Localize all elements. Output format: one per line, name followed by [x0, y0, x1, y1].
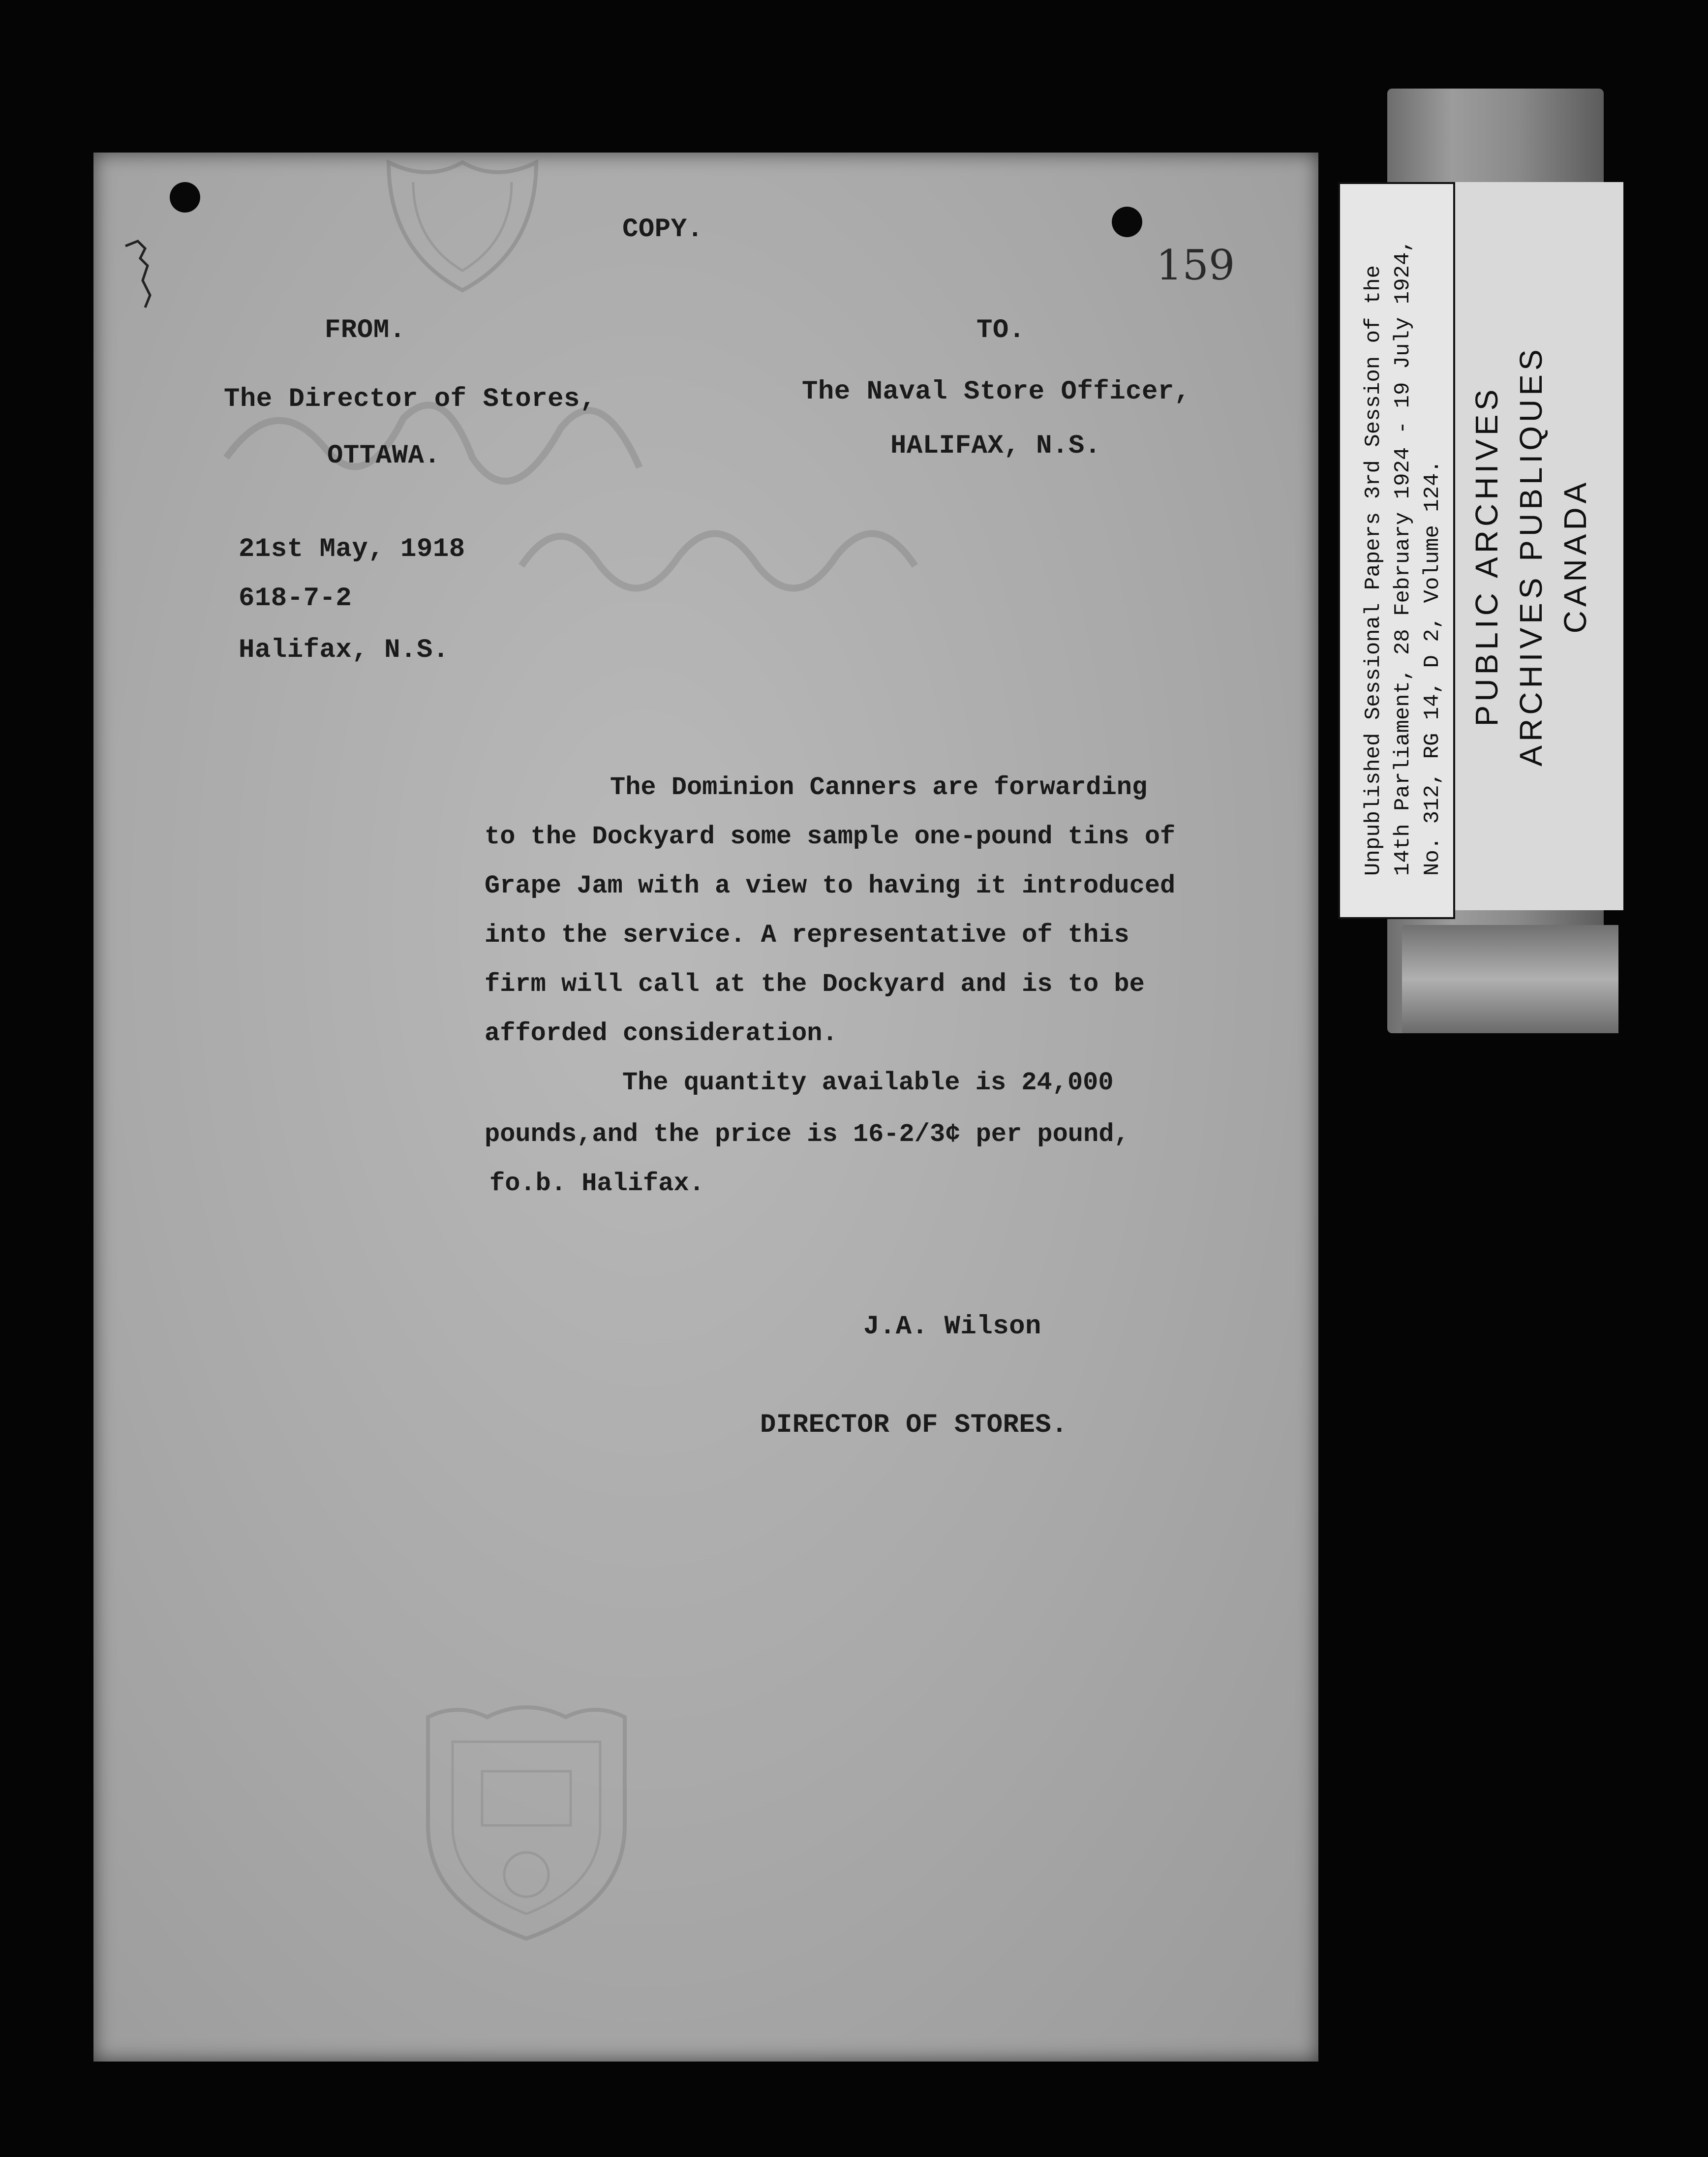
body-line: to the Dockyard some sample one-pound tins of	[485, 822, 1176, 851]
to-label: TO.	[976, 315, 1025, 345]
from-address-line2: OTTAWA.	[327, 441, 441, 471]
letter-place: Halifax, N.S.	[239, 635, 449, 665]
body-line: The quantity available is 24,000	[622, 1068, 1114, 1097]
crest-watermark-top	[369, 153, 556, 300]
archive-stamp-line-1: PUBLIC ARCHIVES	[1469, 385, 1504, 727]
from-address-line1: The Director of Stores,	[224, 384, 596, 414]
letter-date: 21st May, 1918	[239, 534, 465, 564]
body-line: into the service. A representative of this	[485, 921, 1129, 950]
reference-line-1: Unpublished Sessional Papers 3rd Session of the	[1361, 265, 1386, 876]
page-number: 159	[1156, 241, 1235, 289]
body-line: fo.b. Halifax.	[489, 1169, 704, 1198]
body-line: The Dominion Canners are forwarding	[610, 773, 1148, 802]
body-line: pounds,and the price is 16-2/3¢ per pound,	[485, 1120, 1129, 1149]
paper-tear-mark	[123, 236, 157, 310]
document-sheet	[93, 153, 1318, 2062]
copy-heading: COPY.	[622, 215, 703, 245]
to-address-line1: The Naval Store Officer,	[802, 377, 1190, 407]
archive-stamp-line-3: CANADA	[1557, 478, 1593, 634]
punch-hole-right	[1112, 207, 1142, 237]
archive-stamp-line-2: ARCHIVES PUBLIQUES	[1513, 345, 1549, 767]
crest-watermark-bottom	[408, 1697, 644, 1943]
reference-line-3: No. 312, RG 14, D 2, Volume 124.	[1420, 460, 1445, 876]
signature-name: J.A. Wilson	[863, 1312, 1041, 1342]
archive-label-shadow	[1402, 925, 1618, 1033]
reference-line-2: 14th Parliament, 28 February 1924 - 19 July 1924,	[1391, 239, 1415, 876]
signature-title: DIRECTOR OF STORES.	[760, 1410, 1068, 1440]
body-line: Grape Jam with a view to having it introduced	[485, 871, 1176, 900]
punch-hole-left	[170, 182, 200, 213]
from-label: FROM.	[325, 315, 406, 345]
to-address-line2: HALIFAX, N.S.	[890, 431, 1101, 461]
file-reference: 618-7-2	[239, 584, 352, 614]
body-line: afforded consideration.	[485, 1019, 838, 1048]
body-line: firm will call at the Dockyard and is to be	[485, 970, 1145, 999]
